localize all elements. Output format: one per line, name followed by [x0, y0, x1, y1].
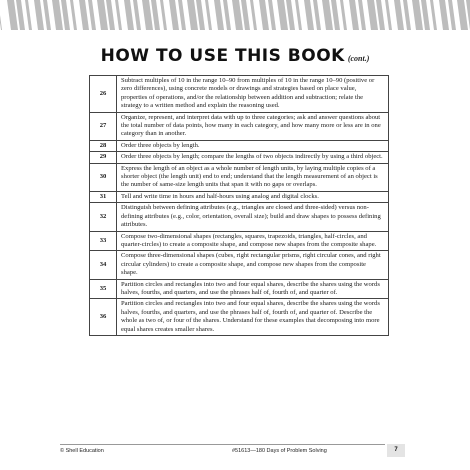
standard-description: Order three objects by length; compare the lengths of two objects indirectly by using a third object. [117, 152, 389, 163]
table-row [90, 231, 389, 251]
page-number: 7 [387, 444, 405, 457]
standard-number: 30 [90, 163, 117, 191]
standard-description: Partition circles and rectangles into two and four equal shares, describe the shares using the words halves, fourths, and quarters, and use the phrases half of, fourth of, and quarter of. Describe the whole as two of, or four of the shares. Understand for these examples that decomposing into more equal shares creates smaller shares. [117, 299, 389, 336]
standard-description: Tell and write time in hours and half-hours using analog and digital clocks. [117, 191, 389, 202]
standard-number: 31 [90, 191, 117, 202]
standard-number: 32 [90, 203, 117, 231]
footer-rule [60, 444, 385, 445]
standard-description: Compose two-dimensional shapes (rectangles, squares, trapezoids, triangles, half-circles, and quarter-circles) to create a composite shape, and compose new shapes from the composite shape. [117, 231, 389, 251]
standard-description: Distinguish between defining attributes (e.g., triangles are closed and three-sided) versus non-defining attributes (e.g., color, orientation, overall size); build and draw shapes to possess defining attributes. [117, 203, 389, 231]
table-row [90, 163, 389, 191]
standards-table [89, 75, 389, 336]
table-row [90, 191, 389, 202]
standard-number: 34 [90, 251, 117, 279]
standard-number: 33 [90, 231, 117, 251]
table-row [90, 279, 389, 299]
footer-book-title: #51613—180 Days of Problem Solving [232, 448, 327, 454]
table-row [90, 140, 389, 151]
standard-description: Express the length of an object as a whole number of length units, by laying multiple copies of a shorter object (the length unit) end to end; understand that the length measurement of an object is the number of same-size length units that span it with no gaps or overlaps. [117, 163, 389, 191]
page-title-sub: (cont.) [347, 54, 370, 63]
table-row [90, 251, 389, 279]
standard-number: 36 [90, 299, 117, 336]
standard-number: 35 [90, 279, 117, 299]
standard-description: Organize, represent, and interpret data with up to three categories; ask and answer questions about the total number of data points, how many in each category, and how many more or less are in one category than in another. [117, 112, 389, 140]
standard-number: 27 [90, 112, 117, 140]
standard-number: 26 [90, 76, 117, 113]
footer-publisher: © Shell Education [60, 448, 104, 454]
page-title-main: HOW TO USE THIS BOOK [100, 46, 345, 66]
table-row [90, 299, 389, 336]
table-row [90, 112, 389, 140]
page-title [0, 46, 470, 66]
table-row [90, 76, 389, 113]
hatch-pattern-decoration [0, 0, 470, 30]
standard-description: Partition circles and rectangles into two and four equal shares, describe the shares using the words halves, fourths, and quarters, and use the phrases half of, fourth of, and quarter of. [117, 279, 389, 299]
decorative-header-band [0, 0, 470, 30]
standards-table-body [90, 76, 389, 336]
standard-description: Compose three-dimensional shapes (cubes, right rectangular prisms, right circular cones, and right circular cylinders) to create a composite shape, and compose new shapes from the composite shape. [117, 251, 389, 279]
standard-description: Order three objects by length. [117, 140, 389, 151]
standard-number: 29 [90, 152, 117, 163]
table-row [90, 203, 389, 231]
page-footer [0, 444, 470, 460]
table-row [90, 152, 389, 163]
standard-description: Subtract multiples of 10 in the range 10–90 from multiples of 10 in the range 10–90 (positive or zero differences), using concrete models or drawings and strategies based on place value, properties of operations, and/or the relationship between addition and subtraction; relate the strategy to a written method and explain the reasoning used. [117, 76, 389, 113]
standard-number: 28 [90, 140, 117, 151]
